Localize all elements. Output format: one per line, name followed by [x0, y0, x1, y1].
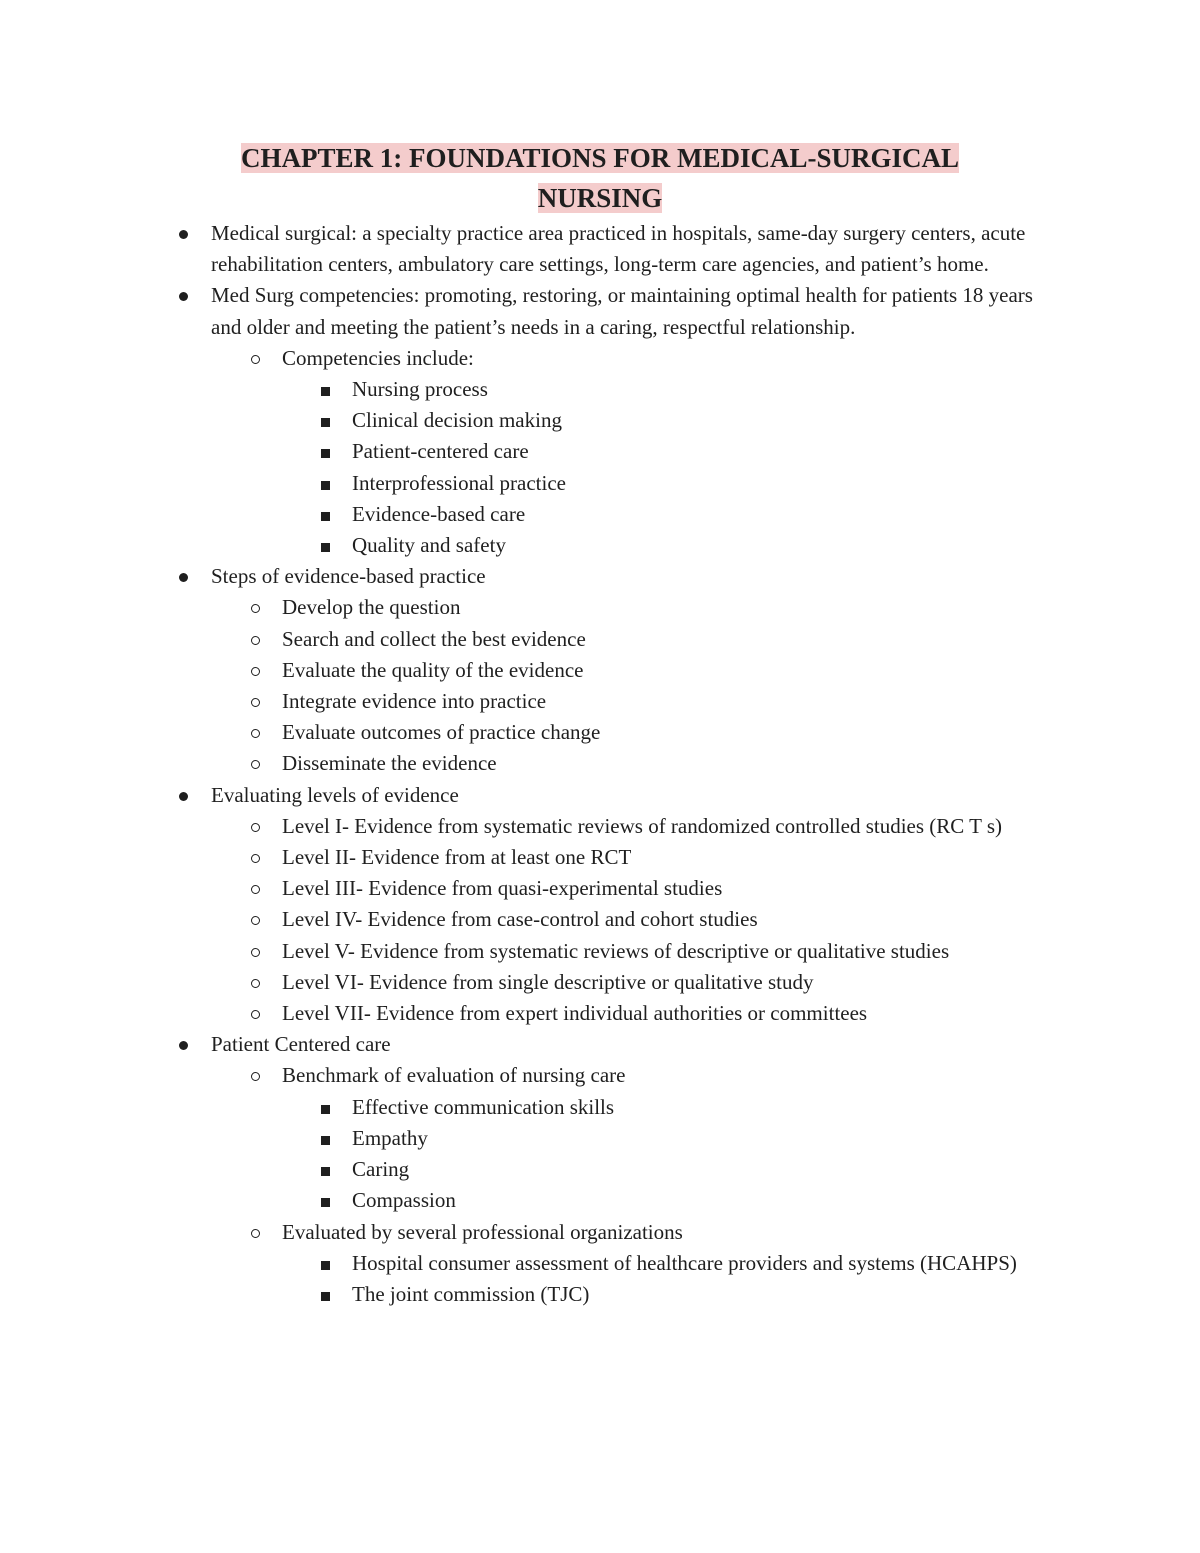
list-item-text: Disseminate the evidence	[282, 751, 497, 776]
list-item-text: Evaluate outcomes of practice change	[282, 720, 601, 745]
list-item	[0, 436, 1042, 467]
list-item-text: Hospital consumer assessment of healthcare providers and systems (HCAHPS)	[352, 1250, 1017, 1275]
list-item	[0, 1029, 1061, 1060]
list-item	[0, 936, 1062, 967]
list-item-text: Level II- Evidence from at least one RCT	[282, 845, 632, 870]
list-item-text: Evidence-based care	[352, 501, 526, 526]
list-item-text: Evaluated by several professional organizations	[282, 1219, 683, 1244]
list-item-text: Level VII- Evidence from expert individual authorities or committees	[282, 1001, 868, 1026]
list-item-text: The joint commission (TJC)	[352, 1281, 590, 1306]
list-item-text: Clinical decision making	[352, 408, 562, 433]
list-item	[0, 1279, 1042, 1310]
list-item	[0, 1092, 1042, 1123]
list-item-text: Quality and safety	[352, 533, 506, 558]
list-item	[0, 1217, 1062, 1248]
list-item-text: Patient Centered care	[211, 1032, 391, 1057]
list-item	[0, 1185, 1042, 1216]
list-item-text: Empathy	[352, 1125, 428, 1150]
list-item	[0, 280, 1061, 342]
list-item-text: Integrate evidence into practice	[282, 689, 547, 714]
list-item-text: Med Surg competencies: promoting, restoring, or maintaining optimal health for patients 18 years and older and meeting the patient’s needs in a caring, respectful relationship.	[211, 283, 1033, 339]
list-item-text: Search and collect the best evidence	[282, 626, 586, 651]
list-item	[0, 780, 1061, 811]
list-item	[0, 624, 1062, 655]
list-item	[0, 998, 1062, 1029]
list-item-text: Level III- Evidence from quasi-experimental studies	[282, 876, 723, 901]
list-item	[0, 904, 1062, 935]
list-item-text: Compassion	[352, 1188, 456, 1213]
list-item	[0, 374, 1042, 405]
list-item	[0, 811, 1062, 842]
list-item	[0, 530, 1042, 561]
list-item-text: Medical surgical: a specialty practice area practiced in hospitals, same-day surgery centers, acute rehabilitation centers, ambulatory care settings, long-term care agencies, and patient’s home.	[211, 221, 1026, 277]
list-item	[0, 343, 1062, 374]
list-item-text: Benchmark of evaluation of nursing care	[282, 1063, 626, 1088]
list-item-text: Level V- Evidence from systematic reviews of descriptive or qualitative studies	[282, 938, 950, 963]
list-item	[0, 499, 1042, 530]
list-item-text: Nursing process	[352, 377, 488, 402]
list-item-text: Interprofessional practice	[352, 470, 566, 495]
list-item-text: Competencies include:	[282, 345, 474, 370]
list-item-text: Patient-centered care	[352, 439, 529, 464]
list-item	[0, 1123, 1042, 1154]
list-item	[0, 655, 1062, 686]
list-item	[0, 592, 1062, 623]
outline-list	[0, 218, 1200, 1310]
notes-body	[0, 218, 1200, 1310]
list-item	[0, 405, 1042, 436]
list-item	[0, 686, 1062, 717]
list-item-text: Level I- Evidence from systematic reviews of randomized controlled studies (RC T s)	[282, 813, 1003, 838]
list-item	[0, 1248, 1042, 1279]
list-item	[0, 218, 1061, 280]
list-item	[0, 967, 1062, 998]
list-item-text: Level VI- Evidence from single descriptive or qualitative study	[282, 969, 814, 994]
list-item	[0, 748, 1062, 779]
list-item-text: Develop the question	[282, 595, 461, 620]
list-item	[0, 1060, 1062, 1091]
list-item	[0, 561, 1061, 592]
list-item	[0, 873, 1062, 904]
list-item-text: Level IV- Evidence from case-control and cohort studies	[282, 907, 758, 932]
title-line-1: CHAPTER 1: FOUNDATIONS FOR MEDICAL-SURGICAL	[240, 143, 960, 173]
list-item	[0, 468, 1042, 499]
title-line-2: NURSING	[537, 183, 663, 213]
list-item	[0, 842, 1062, 873]
list-item-text: Steps of evidence-based practice	[211, 564, 486, 589]
list-item-text: Evaluate the quality of the evidence	[282, 657, 584, 682]
list-item-text: Caring	[352, 1157, 410, 1182]
list-item	[0, 1154, 1042, 1185]
list-item-text: Evaluating levels of evidence	[211, 782, 459, 807]
list-item	[0, 717, 1062, 748]
page-title	[150, 138, 1050, 218]
list-item-text: Effective communication skills	[352, 1094, 615, 1119]
